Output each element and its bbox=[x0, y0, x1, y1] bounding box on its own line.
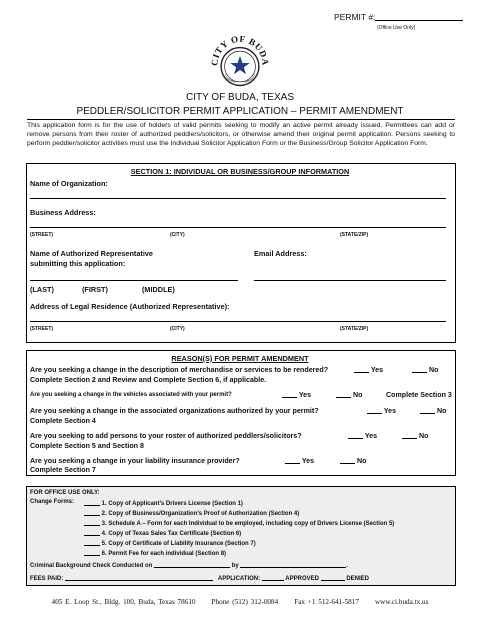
legal-residence-field[interactable] bbox=[30, 321, 446, 322]
organization-field[interactable] bbox=[30, 198, 446, 199]
permit-number-field[interactable] bbox=[375, 12, 463, 21]
question-insurance: Are you seeking a change in your liability insurance provider? bbox=[30, 457, 240, 465]
office-item-1[interactable]: 1. Copy of Applicant’s Drivers License (Section 1) bbox=[84, 499, 243, 507]
merchandise-instruction: Complete Section 2 and Review and Complete Section 6, if applicable. bbox=[30, 376, 267, 384]
question-organizations: Are you seeking a change in the associated organizations authorized by your permit? bbox=[30, 407, 319, 415]
office-item-6[interactable]: 6. Permit Fee for each individual (Section 8) bbox=[84, 549, 226, 557]
business-address-field[interactable] bbox=[30, 227, 446, 228]
organization-label: Name of Organization: bbox=[30, 179, 108, 188]
footer-fax: Fax +1 512-641-5817 bbox=[294, 598, 359, 606]
background-check-line[interactable]: Criminal Background Check Conducted on by . bbox=[30, 563, 349, 569]
vehicles-instruction: Complete Section 3 bbox=[386, 391, 452, 399]
question-merchandise: Are you seeking a change in the description of merchandise or services to be rendered? bbox=[30, 366, 329, 374]
office-use-title: FOR OFFICE USE ONLY: bbox=[30, 490, 100, 496]
organizations-no-option[interactable]: No bbox=[420, 407, 446, 415]
city-caption-2: (CITY) bbox=[170, 326, 185, 332]
footer-phone: Phone (512) 312-0084 bbox=[211, 598, 279, 606]
intro-paragraph: This application form is for the use of holders of valid permits seeking to modify an active permit already issued. Permittees can add or remove persons from their roster of authorized peddlers/solicitors, or otherwise amend their original permit application. Persons seeking to perform peddler/solicitor activities must use the Individual Solicitor Application Form or the Business/Group Solicitor Application Form. bbox=[27, 122, 455, 147]
vehicles-no-option[interactable]: No bbox=[336, 391, 362, 399]
office-item-2[interactable]: 2. Copy of Business/Organization’s Proof of Authorization (Section 4) bbox=[84, 509, 299, 517]
footer bbox=[0, 598, 480, 606]
form-title: PEDDLER/SOLICITOR PERMIT APPLICATION – PERMIT AMENDMENT bbox=[76, 106, 404, 117]
permit-number bbox=[334, 12, 463, 22]
representative-label-2: submitting this application: bbox=[30, 259, 126, 268]
add-persons-no-option[interactable]: No bbox=[402, 432, 428, 440]
merchandise-yes-option[interactable]: Yes bbox=[354, 366, 383, 374]
title-rule bbox=[27, 119, 455, 120]
question-vehicles: Are you seeking a change in the vehicles associated with your permit? bbox=[30, 392, 232, 398]
city-name: CITY OF BUDA, TEXAS bbox=[186, 92, 294, 103]
organizations-instruction: Complete Section 4 bbox=[30, 417, 96, 425]
representative-name-field[interactable] bbox=[30, 280, 238, 281]
business-address-label: Business Address: bbox=[30, 208, 96, 217]
permit-label: PERMIT #: bbox=[334, 12, 376, 22]
fees-line[interactable]: FEES PAID: APPLICATION: APPROVED DENIED bbox=[30, 576, 369, 582]
footer-address: 405 E. Loop St., Bldg. 100, Buda, Texas 78610 bbox=[51, 598, 196, 606]
street-caption-2: (STREET) bbox=[30, 326, 54, 332]
insurance-yes-option[interactable]: Yes bbox=[285, 457, 314, 465]
middle-caption: (MIDDLE) bbox=[142, 285, 175, 294]
email-field[interactable] bbox=[254, 280, 446, 281]
office-item-3[interactable]: 3. Schedule A – Form for each Individual to be employed, including copy of Drivers License (Section 5) bbox=[84, 519, 394, 527]
reasons-title: REASON(S) FOR PERMIT AMENDMENT bbox=[171, 354, 309, 363]
add-persons-yes-option[interactable]: Yes bbox=[348, 432, 377, 440]
first-caption: (FIRST) bbox=[82, 285, 108, 294]
legal-residence-label: Address of Legal Residence (Authorized Representative): bbox=[30, 302, 230, 311]
vehicles-yes-option[interactable]: Yes bbox=[282, 391, 311, 399]
question-add-persons: Are you seeking to add persons to your roster of authorized peddlers/solicitors? bbox=[30, 432, 302, 440]
city-caption: (CITY) bbox=[170, 232, 185, 238]
email-label: Email Address: bbox=[254, 249, 307, 258]
section-1-title: SECTION 1: INDIVIDUAL OR BUSINESS/GROUP INFORMATION bbox=[130, 167, 350, 176]
office-item-5[interactable]: 5. Copy of Certificate of Liability Insurance (Section 7) bbox=[84, 539, 256, 547]
add-persons-instruction: Complete Section 5 and Section 8 bbox=[30, 442, 144, 450]
insurance-no-option[interactable]: No bbox=[340, 457, 366, 465]
city-seal-logo bbox=[205, 28, 275, 98]
organizations-yes-option[interactable]: Yes bbox=[367, 407, 396, 415]
merchandise-no-option[interactable]: No bbox=[412, 366, 438, 374]
state-zip-caption: (STATE/ZIP) bbox=[340, 232, 369, 238]
change-forms-label: Change Forms: bbox=[30, 499, 75, 505]
insurance-instruction: Complete Section 7 bbox=[30, 466, 96, 474]
last-caption: (LAST) bbox=[30, 285, 54, 294]
footer-website[interactable]: www.ci.buda.tx.us bbox=[374, 598, 429, 606]
state-zip-caption-2: (STATE/ZIP) bbox=[340, 326, 369, 332]
street-caption: (STREET) bbox=[30, 232, 54, 238]
representative-label: Name of Authorized Representative bbox=[30, 249, 153, 258]
office-item-4[interactable]: 4. Copy of Texas Sales Tax Certificate (Section 6) bbox=[84, 529, 241, 537]
seal-text: CITY OF BUDA bbox=[209, 33, 271, 67]
office-use-note: (Office Use Only) bbox=[377, 25, 416, 31]
